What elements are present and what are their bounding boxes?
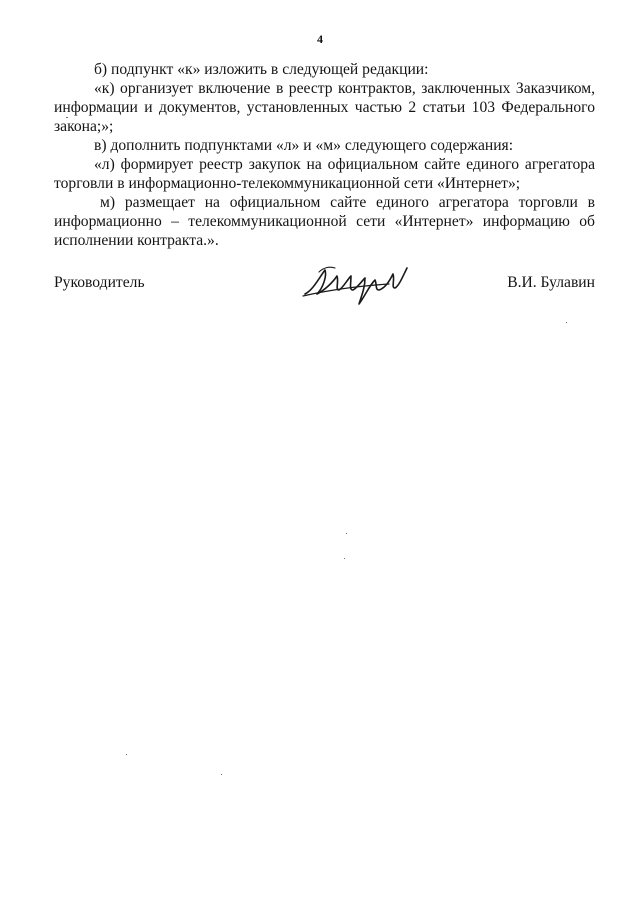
scan-speck [221,774,222,775]
paragraph-subitem-v: в) дополнить подпунктами «л» и «м» следующего содержания: [94,137,514,154]
scan-speck [126,754,127,755]
paragraph-subitem-b: б) подпункт «к» изложить в следующей редакции: [94,61,429,78]
paragraph-item-m: м) размещает на официальном сайте единого агрегатора торговли в информационно – телекоммуникационной сети «Интернет» информацию об исполнении контракта.». [54,194,595,249]
page-number: 4 [317,32,323,46]
scan-speck [346,533,347,534]
signatory-name: В.И. Булавин [507,274,595,291]
scan-speck [344,558,345,559]
document-body [54,60,595,250]
scan-speck [66,117,68,118]
handwritten-signature [299,260,419,310]
scan-speck [566,322,567,323]
paragraph-item-k: «к) организует включение в реестр контрактов, заключенных Заказчиком, информации и документов, установленных частью 2 статьи 103 Федерального закона;»; [54,80,595,135]
paragraph-item-l: «л) формирует реестр закупок на официальном сайте единого агрегатора торговли в информационно-телекоммуникационной сети «Интернет»; [54,156,595,192]
signature-block [54,272,595,312]
signatory-title: Руководитель [54,274,145,291]
